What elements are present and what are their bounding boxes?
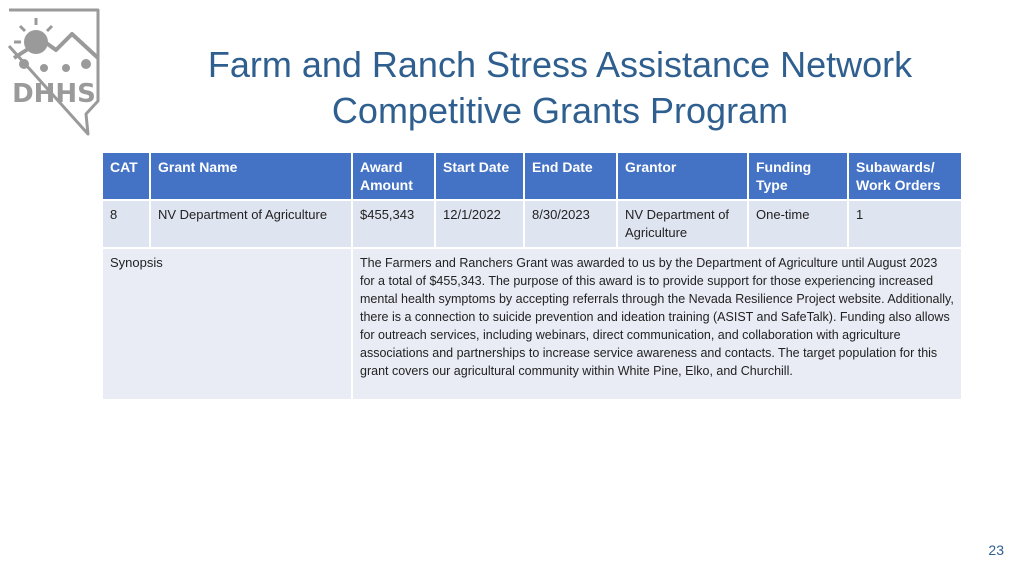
- cell-start-date: 12/1/2022: [435, 200, 524, 248]
- cell-cat: 8: [102, 200, 150, 248]
- cell-funding-type: One-time: [748, 200, 848, 248]
- grants-table: [101, 151, 963, 401]
- logo-text: DHHS: [12, 79, 96, 109]
- header-funding-type: Funding Type: [748, 152, 848, 200]
- synopsis-text: The Farmers and Ranchers Grant was awarded to us by the Department of Agriculture until August 2023 for a total of $455,343. The purpose of this award is to provide support for those experiencing increased mental health symptoms by accepting referrals through the Nevada Resilience Project website. Additionally, there is a connection to suicide prevention and ideation training (ASIST and SafeTalk). Funding also allows for outreach services, including webinars, direct communication, and collaboration with agriculture associations and partnerships to increase service awareness and contacts. The target population for this grant covers our agricultural community within White Pine, Elko, and Churchill.: [352, 248, 962, 400]
- header-grant-name: Grant Name: [150, 152, 352, 200]
- header-award-amount: Award Amount: [352, 152, 435, 200]
- cell-subawards: 1: [848, 200, 962, 248]
- header-subawards: Subawards/ Work Orders: [848, 152, 962, 200]
- cell-grantor: NV Department of Agriculture: [617, 200, 748, 248]
- header-end-date: End Date: [524, 152, 617, 200]
- table-header-row: [102, 152, 962, 200]
- page-number: 23: [988, 542, 1004, 558]
- cell-grant-name: NV Department of Agriculture: [150, 200, 352, 248]
- dhhs-nevada-logo-icon: [6, 6, 106, 138]
- synopsis-row: [102, 248, 962, 400]
- title-line-2: Competitive Grants Program: [331, 90, 789, 131]
- cell-end-date: 8/30/2023: [524, 200, 617, 248]
- synopsis-label: Synopsis: [102, 248, 352, 400]
- cell-award-amount: $455,343: [352, 200, 435, 248]
- header-start-date: Start Date: [435, 152, 524, 200]
- header-cat: CAT: [102, 152, 150, 200]
- table-row: [102, 200, 962, 248]
- header-grantor: Grantor: [617, 152, 748, 200]
- page-title: [150, 42, 970, 134]
- title-line-1: Farm and Ranch Stress Assistance Network: [207, 44, 913, 85]
- dhhs-logo: [6, 6, 106, 138]
